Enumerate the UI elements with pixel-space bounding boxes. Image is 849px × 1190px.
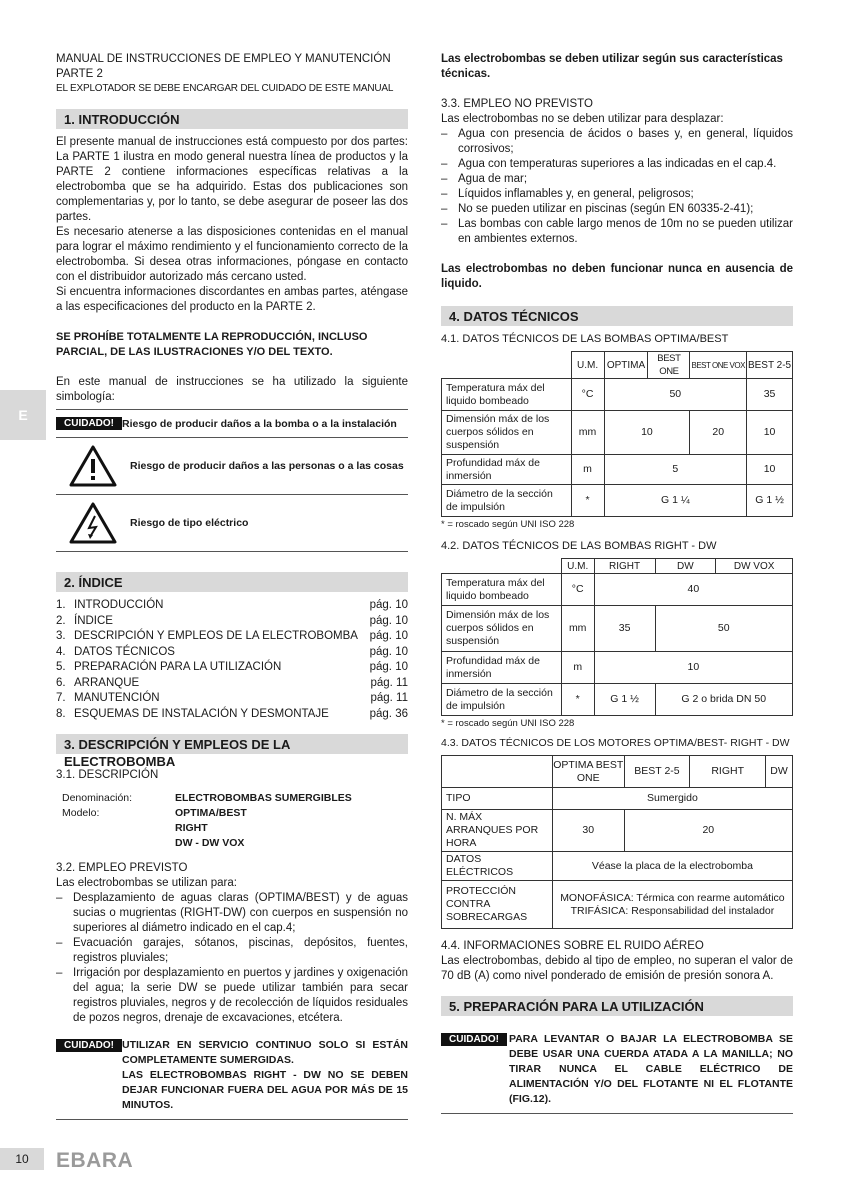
legend-row-electric: [56, 495, 408, 552]
index-item: [56, 691, 408, 707]
manual-part: PARTE 2: [56, 68, 103, 80]
cell: G 1 ½: [747, 485, 793, 517]
lifting-warning-text: PARA LEVANTAR O BAJAR LA ELECTROBOMBA SE DEBE USAR UNA CUERDA ATADA A LA MANILLA; NO TIRAR NUNCA EL CABLE ELÉCTRICO DE ALIMENTACIÓN Y/O DEL FLOTANTE NI EL FLOTANTE (FIG.12).: [509, 1033, 793, 1105]
index-list: [56, 598, 408, 722]
continuous-service-warning: [56, 1038, 408, 1120]
list-item: – Agua de mar;: [441, 172, 793, 187]
index-number: 8.: [56, 707, 66, 720]
cuidado-badge: CUIDADO!: [441, 1033, 507, 1046]
row-label: Dimensión máx de los cuerpos sólidos en suspensión: [442, 606, 562, 652]
cell: 5: [604, 455, 747, 485]
index-title: INTRODUCCIÓN: [74, 599, 164, 611]
cell: 40: [594, 574, 792, 606]
cell: G 1 ½: [594, 684, 655, 716]
noise-paragraph: Las electrobombas, debido al tipo de empleo, no superan el valor de 70 dB (A) como nivel ponderado de emisión de presión sonora A.: [441, 955, 793, 982]
table-row: [442, 485, 793, 517]
list-item: – Desplazamiento de aguas claras (OPTIMA/BEST) y de aguas sucias o mugrientas (RIGHT-DW) con cuerpos en suspensión no superiores al diámetro indicado en el cap.4;: [56, 891, 408, 936]
cell: m: [561, 652, 594, 684]
lifting-warning: [441, 1032, 793, 1114]
header-cell: OPTIMA BEST ONE: [552, 756, 624, 788]
cell: Véase la placa de la electrobomba: [552, 852, 792, 881]
table-row: [442, 852, 793, 881]
table-row: [442, 574, 793, 606]
row-label: Profundidad máx de inmersión: [442, 652, 562, 684]
subsection-3-1: 3.1. DESCRIPCIÓN: [56, 769, 159, 781]
table-row: [442, 788, 793, 810]
electric-hazard-icon: [56, 501, 130, 545]
header-cell: BEST 2-5: [624, 756, 690, 788]
row-label: TIPO: [442, 788, 553, 810]
list-item: – Las bombas con cable largo menos de 10m no se pueden utilizar en ambientes externos.: [441, 217, 793, 247]
table-row: [442, 810, 793, 852]
table-row: [442, 881, 793, 929]
subsection-3-2: 3.2. EMPLEO PREVISTO: [56, 862, 188, 874]
modelo-value-3: DW - DW VOX: [175, 837, 245, 849]
index-item: [56, 629, 408, 645]
header-cell: BEST ONE VOX: [690, 352, 747, 379]
section-heading-introduccion: 1. INTRODUCCIÓN: [56, 109, 408, 129]
index-number: 4.: [56, 645, 66, 658]
index-page: pág. 11: [370, 692, 408, 704]
prohibition-notice: SE PROHÍBE TOTALMENTE LA REPRODUCCIÓN, INCLUSO PARCIAL, DE LAS ILUSTRACIONES Y/O DEL TEXTO.: [56, 331, 368, 358]
ebara-logo: [56, 1148, 140, 1175]
table-row: [442, 379, 793, 411]
index-item: [56, 660, 408, 676]
table-header-row: [442, 559, 793, 574]
table-header-row: [442, 352, 793, 379]
index-number: 5.: [56, 661, 66, 673]
modelo-value-2: RIGHT: [175, 822, 208, 834]
table-motores: [441, 755, 793, 929]
symbology-intro: En este manual de instrucciones se ha utilizado la siguiente simbología:: [56, 376, 408, 403]
list-item: – Agua con temperaturas superiores a las indicadas en el cap.4.: [441, 157, 793, 172]
cell: TRIFÁSICA: Responsabilidad del instalador: [570, 904, 775, 917]
header-cell: DW VOX: [716, 559, 793, 574]
cell: 35: [594, 606, 655, 652]
row-label: N. MÁX ARRANQUES POR HORA: [442, 810, 553, 852]
row-label: Diámetro de la sección de impulsión: [442, 684, 562, 716]
cell: G 1 ¼: [604, 485, 747, 517]
index-item: [56, 614, 408, 630]
intro-paragraph-2: Es necesario atenerse a las disposiciones contenidas en el manual para lograr el máximo rendimiento y el funcionamiento correcto de la electrobomba. Si desea otras informaciones, póngase en contacto con el distribuidor autorizado más cercano usted.: [56, 226, 408, 283]
index-title: MANUTENCIÓN: [74, 692, 160, 704]
intro-paragraph-1: El presente manual de instrucciones está compuesto por dos partes: La PARTE 1 ilustra en modo general nuestra línea de productos y la PARTE 2 contiene informaciones específicas relativas a la electrobomba que se ha adquirido. Estas dos publicaciones son complementarias y, por lo tanto, se debe asegurar de poseer las dos partes.: [56, 136, 408, 223]
no-previsto-intro: Las electrobombas no se deben utilizar para desplazar:: [441, 113, 724, 125]
table-4-1-note: * = roscado según UNI ISO 228: [441, 519, 575, 530]
index-item: [56, 676, 408, 692]
table-row: [442, 606, 793, 652]
index-page: pág. 10: [369, 614, 408, 627]
empleo-list: [56, 891, 408, 1026]
cell: 30: [552, 810, 624, 852]
section-heading-preparacion: 5. PREPARACIÓN PARA LA UTILIZACIÓN: [441, 996, 793, 1016]
section-heading-datos-tecnicos: 4. DATOS TÉCNICOS: [441, 306, 793, 326]
index-item: [56, 645, 408, 661]
section-heading-indice: 2. ÍNDICE: [56, 572, 408, 592]
table-row: [442, 684, 793, 716]
index-title: DATOS TÉCNICOS: [74, 645, 175, 658]
description-table: [56, 791, 408, 851]
index-item: [56, 598, 408, 614]
index-page: pág. 10: [369, 599, 408, 611]
header-cell: BEST 2-5: [747, 352, 793, 379]
table-optima-best: [441, 351, 793, 517]
cell: °C: [571, 379, 604, 411]
table-right-dw: [441, 558, 793, 716]
legend-row-pump: [56, 410, 408, 438]
cell: 20: [624, 810, 792, 852]
legend-text-persons: Riesgo de producir daños a las personas o a las cosas: [130, 460, 404, 472]
subsection-3-3: 3.3. EMPLEO NO PREVISTO: [441, 98, 593, 110]
list-item: – Evacuación garajes, sótanos, piscinas, depósitos, fuentes, registros pluviales;: [56, 936, 408, 966]
header-cell: U.M.: [571, 352, 604, 379]
header-cell: DW: [766, 756, 793, 788]
logo-text: EBARA: [56, 1149, 134, 1170]
right-column: [441, 52, 793, 1114]
cell: 50: [604, 379, 747, 411]
warning-triangle-icon: [56, 444, 130, 488]
index-number: 1.: [56, 599, 66, 611]
row-label: PROTECCIÓN CONTRA SOBRECARGAS: [442, 881, 553, 929]
index-page: pág. 10: [369, 661, 408, 673]
row-label: Temperatura máx del liquido bombeado: [442, 379, 572, 411]
page-number: 10: [0, 1148, 44, 1170]
table-4-1-title: 4.1. DATOS TÉCNICOS DE LAS BOMBAS OPTIMA/BEST: [441, 333, 729, 345]
cell: m: [571, 455, 604, 485]
language-tab: [0, 390, 46, 440]
cell: 10: [747, 455, 793, 485]
cell: 10: [604, 411, 690, 455]
cell: *: [561, 684, 594, 716]
warning-submerged: UTILIZAR EN SERVICIO CONTINUO SOLO SI ESTÁN COMPLETAMENTE SUMERGIDAS.: [122, 1039, 408, 1066]
index-title: ESQUEMAS DE INSTALACIÓN Y DESMONTAJE: [74, 707, 329, 720]
cell: 10: [594, 652, 792, 684]
cell: mm: [571, 411, 604, 455]
legend-text-electric: Riesgo de tipo eléctrico: [130, 517, 249, 529]
index-number: 3.: [56, 630, 66, 642]
manual-title: MANUAL DE INSTRUCCIONES DE EMPLEO Y MANUTENCIÓN: [56, 53, 391, 65]
cell: MONOFÁSICA: Térmica con rearme automático: [560, 891, 785, 904]
empleo-intro: Las electrobombas se utilizan para:: [56, 877, 237, 889]
denominacion-value: ELECTROBOMBAS SUMERGIBLES: [175, 792, 352, 804]
row-label: Temperatura máx del liquido bombeado: [442, 574, 562, 606]
header-cell: U.M.: [561, 559, 594, 574]
index-number: 6.: [56, 676, 66, 689]
index-title: PREPARACIÓN PARA LA UTILIZACIÓN: [74, 661, 282, 673]
cell: 20: [690, 411, 747, 455]
left-column: [56, 52, 408, 1120]
list-item: – Agua con presencia de ácidos o bases y, en general, líquidos corrosivos;: [441, 127, 793, 157]
cell: G 2 o brida DN 50: [655, 684, 793, 716]
section-heading-descripcion: 3. DESCRIPCIÓN Y EMPLEOS DE LA ELECTROBOMBA: [56, 734, 408, 754]
table-4-2-note: * = roscado según UNI ISO 228: [441, 718, 575, 729]
index-title: ARRANQUE: [74, 676, 140, 689]
index-title: ÍNDICE: [74, 614, 113, 627]
header-cell: OPTIMA: [604, 352, 648, 379]
table-row: [442, 652, 793, 684]
cell: 10: [747, 411, 793, 455]
no-previsto-list: [441, 127, 793, 247]
cell: *: [571, 485, 604, 517]
row-label: Diámetro de la sección de impulsión: [442, 485, 572, 517]
symbology-legend: [56, 409, 408, 552]
cell: °C: [561, 574, 594, 606]
header-cell: DW: [655, 559, 716, 574]
cell: Sumergido: [552, 788, 792, 810]
row-label: DATOS ELÉCTRICOS: [442, 852, 553, 881]
table-header-row: [442, 756, 793, 788]
table-row: [442, 455, 793, 485]
index-page: pág. 36: [369, 707, 408, 720]
table-4-2-title: 4.2. DATOS TÉCNICOS DE LAS BOMBAS RIGHT - DW: [441, 540, 717, 552]
subsection-4-4: 4.4. INFORMACIONES SOBRE EL RUIDO AÉREO: [441, 940, 704, 952]
header-cell: RIGHT: [594, 559, 655, 574]
index-page: pág. 11: [370, 676, 408, 689]
modelo-value-1: OPTIMA/BEST: [175, 807, 247, 819]
table-row: [442, 411, 793, 455]
legend-text-pump: Riesgo de producir daños a la bomba o a la instalación: [122, 417, 397, 430]
cuidado-badge: CUIDADO!: [56, 417, 122, 430]
list-item: – Irrigación por desplazamiento en puertos y jardines y oxigenación del agua; la serie DW se puede utilizar también para secar registros pluviales, negros y de recolección de líquidos residuales de pozos negros, drenaje de excavaciones, etcétera.: [56, 966, 408, 1026]
language-letter: E: [18, 407, 28, 423]
list-item: – No se pueden utilizar en piscinas (según EN 60335-2-41);: [441, 202, 793, 217]
warning-dry-run: LAS ELECTROBOMBAS RIGHT - DW NO SE DEBEN DEJAR FUNCIONAR FUERA DEL AGUA POR MÁS DE 15 MINUTOS.: [122, 1069, 408, 1111]
dry-run-note: Las electrobombas no deben funcionar nunca en ausencia de liquido.: [441, 263, 793, 290]
header-cell: RIGHT: [690, 756, 766, 788]
row-label: Dimensión máx de los cuerpos sólidos en suspensión: [442, 411, 572, 455]
index-title: DESCRIPCIÓN Y EMPLEOS DE LA ELECTROBOMBA: [74, 630, 358, 642]
list-item: – Líquidos inflamables y, en general, peligrosos;: [441, 187, 793, 202]
table-4-3-title: 4.3. DATOS TÉCNICOS DE LOS MOTORES OPTIMA/BEST- RIGHT - DW: [441, 737, 790, 749]
index-page: pág. 10: [369, 645, 408, 658]
cuidado-badge: CUIDADO!: [56, 1039, 122, 1052]
intro-paragraph-3: Si encuentra informaciones discordantes en ambas partes, aténgase a las especificaciones del producto en la PARTE 2.: [56, 286, 408, 313]
modelo-label: Modelo:: [62, 807, 100, 819]
cell: mm: [561, 606, 594, 652]
legend-row-persons: [56, 438, 408, 495]
cell: 35: [747, 379, 793, 411]
cell: 50: [655, 606, 793, 652]
index-page: pág. 10: [369, 630, 408, 642]
manual-subtitle: EL EXPLOTADOR SE DEBE ENCARGAR DEL CUIDADO DE ESTE MANUAL: [56, 83, 394, 94]
index-number: 7.: [56, 692, 66, 704]
index-number: 2.: [56, 614, 66, 627]
denominacion-label: Denominación:: [62, 792, 133, 804]
usage-note: Las electrobombas se deben utilizar según sus características técnicas.: [441, 53, 783, 80]
row-label: Profundidad máx de inmersión: [442, 455, 572, 485]
index-item: [56, 707, 408, 723]
header-cell: BEST ONE: [648, 352, 690, 379]
